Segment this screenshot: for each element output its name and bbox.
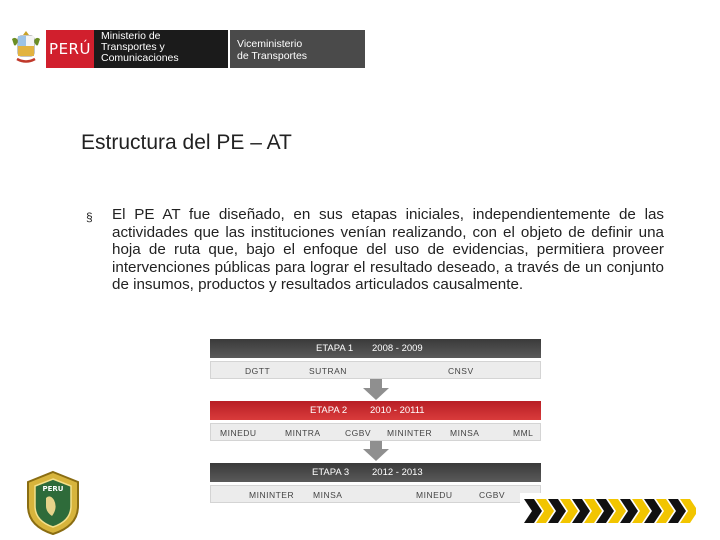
viceministry-label-box <box>230 30 365 68</box>
stage-3-years: 2012 - 2013 <box>372 467 423 478</box>
ministry-label-box <box>94 30 228 68</box>
police-badge-icon <box>24 470 82 536</box>
ministry-line-2: Transportes y <box>101 41 165 53</box>
institution-mininter: MININTER <box>249 490 295 500</box>
stage-3-institutions-row <box>210 485 541 503</box>
institution-mintra: MINTRA <box>285 428 321 438</box>
institution-minsa: MINSA <box>313 490 343 500</box>
bullet-icon: § <box>86 210 93 224</box>
page-title: Estructura del PE – AT <box>81 131 292 154</box>
institution-minedu: MINEDU <box>416 490 453 500</box>
stage-2-label: ETAPA 2 <box>310 405 348 416</box>
coat-of-arms-icon <box>6 27 46 67</box>
ministry-line-1: Ministerio de <box>101 30 161 42</box>
stage-1-years: 2008 - 2009 <box>372 343 423 354</box>
bullet-text: El PE AT fue diseñado, en sus etapas iniciales, independientemente de las actividades que las instituciones venían realizando, con el objeto de definir una hoja de ruta que, bajo el enfoque del uso de evidencias, permitiera proveer intervenciones públicas para lograr el resultado deseado, a través de un conjunto de insumos, productos y resultados articulados causalmente. <box>112 206 664 294</box>
arrow-shaft-1 <box>370 379 382 388</box>
stage-1-label: ETAPA 1 <box>316 343 354 354</box>
stage-1-institutions-row <box>210 361 541 379</box>
country-logo-box <box>46 30 94 68</box>
stage-3-label: ETAPA 3 <box>312 467 350 478</box>
stage-3-header <box>210 463 541 482</box>
stage-2-header <box>210 401 541 420</box>
institution-cgbv: CGBV <box>479 490 506 500</box>
institution-mml: MML <box>513 428 534 438</box>
stage-1-header <box>210 339 541 358</box>
badge-label: PERU <box>42 485 64 493</box>
institution-sutran: SUTRAN <box>309 366 347 376</box>
institution-minedu: MINEDU <box>220 428 257 438</box>
institution-dgtt: DGTT <box>245 366 271 376</box>
country-label: PERÚ <box>49 40 91 58</box>
vice-line-1: Viceministerio <box>237 38 303 50</box>
vice-line-2: de Transportes <box>237 50 308 62</box>
stage-2-years: 2010 - 20111 <box>370 405 425 416</box>
institution-cgbv: CGBV <box>345 428 372 438</box>
institution-mininter: MININTER <box>387 428 433 438</box>
institution-cnsv: CNSV <box>448 366 474 376</box>
ministry-line-3: Comunicaciones <box>101 52 179 64</box>
arrow-shaft-2 <box>370 441 382 449</box>
arrow-down-icon <box>363 449 389 461</box>
stage-2-institutions-row <box>210 423 541 441</box>
chevron-stripes-icon <box>520 493 696 529</box>
institution-minsa: MINSA <box>450 428 480 438</box>
arrow-down-icon <box>363 388 389 400</box>
